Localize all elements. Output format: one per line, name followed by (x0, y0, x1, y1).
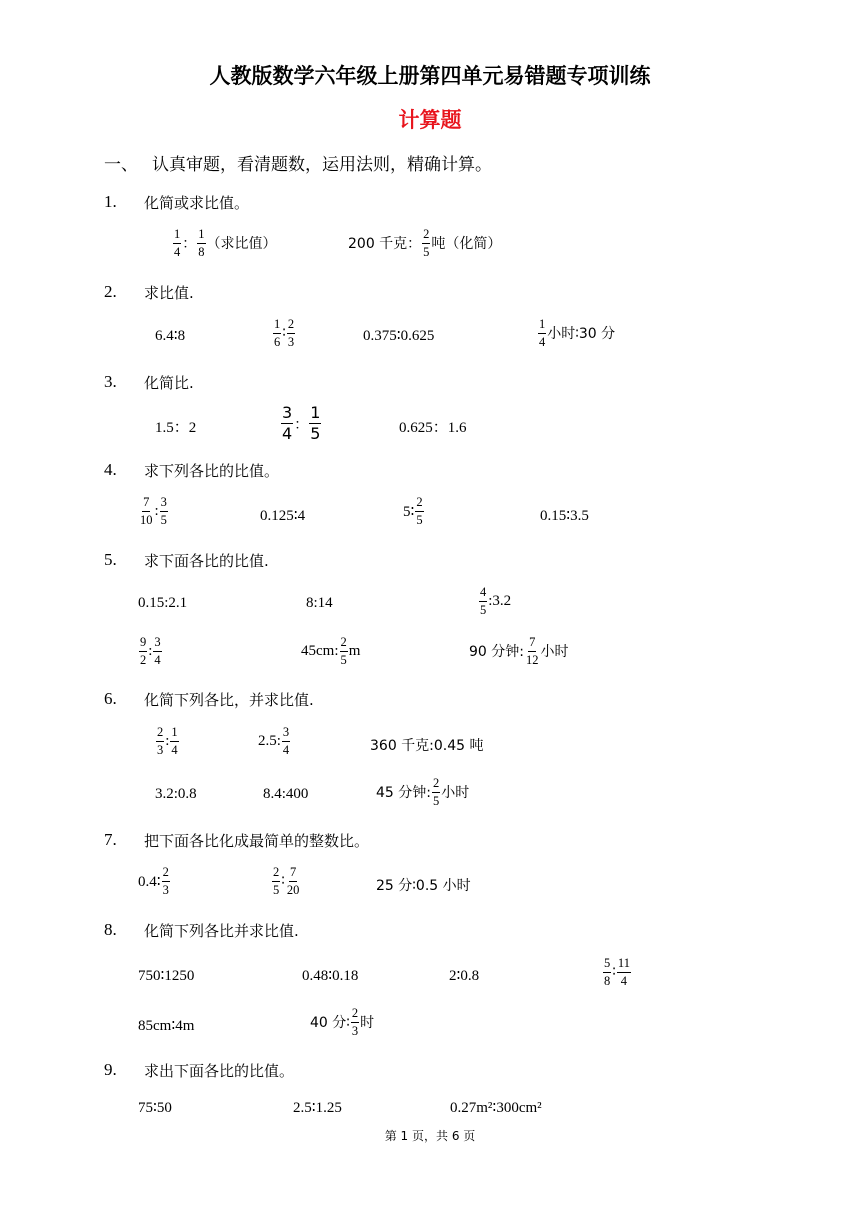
question-text: 化简下列各比并求比值. (144, 922, 299, 940)
problem-item: 200 千克： 2 5 吨（化简） (348, 227, 502, 259)
section-instruction: 认真审题，看清题数，运用法则，精确计算。 (152, 155, 492, 175)
question-number: 8. (104, 920, 117, 939)
problem-item: 25 分∶0.5 小时 (376, 878, 471, 894)
question-text: 化简或求比值。 (144, 194, 250, 212)
problem-item: 2 5 ∶ 7 20 (273, 865, 300, 897)
fraction: 2 3 (157, 725, 164, 757)
problem-item: 750∶1250 (138, 968, 195, 984)
fraction: 4 5 (480, 585, 487, 617)
problem-item: 0.125∶4 (260, 508, 306, 524)
fraction: 1 4 (539, 317, 546, 349)
problem-item: 2.5∶1.25 (293, 1100, 342, 1116)
problem-item: 5∶ 2 5 (403, 495, 423, 527)
problem-item: 6.4∶8 (155, 328, 186, 344)
problem-item: 0.625：1.6 (399, 420, 467, 436)
fraction: 3 4 (154, 635, 161, 667)
section-label: 一、 (104, 155, 138, 175)
problem-item: 1.5：2 (155, 420, 197, 436)
problem-item: 3.2:0.8 (155, 786, 197, 802)
fraction: 9 2 (140, 635, 147, 667)
problem-item: 1 6 ∶ 2 3 (274, 317, 295, 349)
problem-item: 2.5: 3 4 (258, 725, 290, 757)
fraction: 11 4 (617, 956, 630, 988)
fraction: 7 12 (525, 635, 539, 667)
page-title: 人教版数学六年级上册第四单元易错题专项训练 (209, 64, 651, 88)
problem-item: 0.4∶ 2 3 (138, 865, 169, 897)
fraction: 7 10 (140, 495, 153, 527)
question-number: 6. (104, 689, 117, 708)
problem-item: 5 8 ∶ 11 4 (604, 956, 630, 988)
fraction: 1 4 (174, 227, 181, 259)
fraction: 2 5 (432, 776, 440, 808)
problem-item: 2 3 : 1 4 (157, 725, 178, 757)
question-number: 2. (104, 282, 117, 301)
problem-item: 45 分钟: 2 5 小时 (376, 776, 470, 808)
problem-item: 2∶0.8 (449, 968, 480, 984)
question-number: 7. (104, 830, 117, 849)
fraction: 2 5 (416, 495, 423, 527)
problem-item: 1 4 小时∶30 分 (539, 317, 616, 349)
problem-item: 0.27m²∶300cm² (450, 1100, 542, 1116)
question-text: 求下列各比的比值。 (144, 462, 280, 480)
problem-item: 75∶50 (138, 1100, 172, 1116)
question-text: 化简比. (144, 374, 194, 392)
fraction: 2 5 (273, 865, 280, 897)
fraction: 3 5 (160, 495, 167, 527)
fraction: 2 3 (162, 865, 169, 897)
fraction: 5 8 (604, 956, 611, 988)
fraction: 7 20 (286, 865, 300, 897)
fraction: 2 3 (287, 317, 295, 349)
problem-item: 0.15:2.1 (138, 595, 188, 611)
fraction: 1 5 (310, 403, 321, 443)
problem-item: 360 千克:0.45 吨 (370, 738, 484, 754)
question-number: 3. (104, 372, 117, 391)
question-number: 5. (104, 550, 117, 569)
problem-item: 40 分∶ 2 3 时 (310, 1006, 375, 1038)
fraction: 1 8 (198, 227, 205, 259)
page-footer: 第 1 页，共 6 页 (384, 1129, 476, 1143)
fraction: 3 4 (282, 725, 290, 757)
problem-item: 45cm: 2 5 m (301, 635, 361, 667)
question-text: 求比值. (144, 284, 194, 302)
problem-item: 1 4 ： 1 8 （求比值） (174, 227, 277, 259)
problem-item: 0.375∶0.625 (363, 328, 435, 344)
problem-item: 4 5 :3.2 (480, 585, 512, 617)
fraction: 3 4 (282, 403, 293, 443)
problem-item: 7 10 : 3 5 (140, 495, 167, 527)
question-number: 1. (104, 192, 117, 211)
question-number: 9. (104, 1060, 117, 1079)
question-text: 求出下面各比的比值。 (144, 1062, 295, 1080)
problem-item: 90 分钟: 7 12 小时 (469, 635, 569, 667)
question-text: 把下面各比化成最简单的整数比。 (144, 832, 370, 850)
question-text: 化简下列各比，并求比值. (144, 691, 314, 709)
fraction: 2 3 (351, 1006, 359, 1038)
problem-item: 3 4 ： 1 5 (282, 403, 321, 443)
fraction: 1 4 (171, 725, 178, 757)
problem-item: 9 2 : 3 4 (140, 635, 161, 667)
fraction: 1 6 (274, 317, 281, 349)
section-subtitle: 计算题 (398, 108, 462, 132)
problem-item: 85cm∶4m (138, 1018, 195, 1034)
problem-item: 8.4:400 (263, 786, 309, 802)
fraction: 2 5 (423, 227, 430, 259)
question-number: 4. (104, 460, 117, 479)
fraction: 2 5 (340, 635, 347, 667)
problem-item: 0.48∶0.18 (302, 968, 359, 984)
problem-item: 8:14 (306, 595, 333, 611)
problem-item: 0.15∶3.5 (540, 508, 589, 524)
question-text: 求下面各比的比值. (144, 552, 269, 570)
